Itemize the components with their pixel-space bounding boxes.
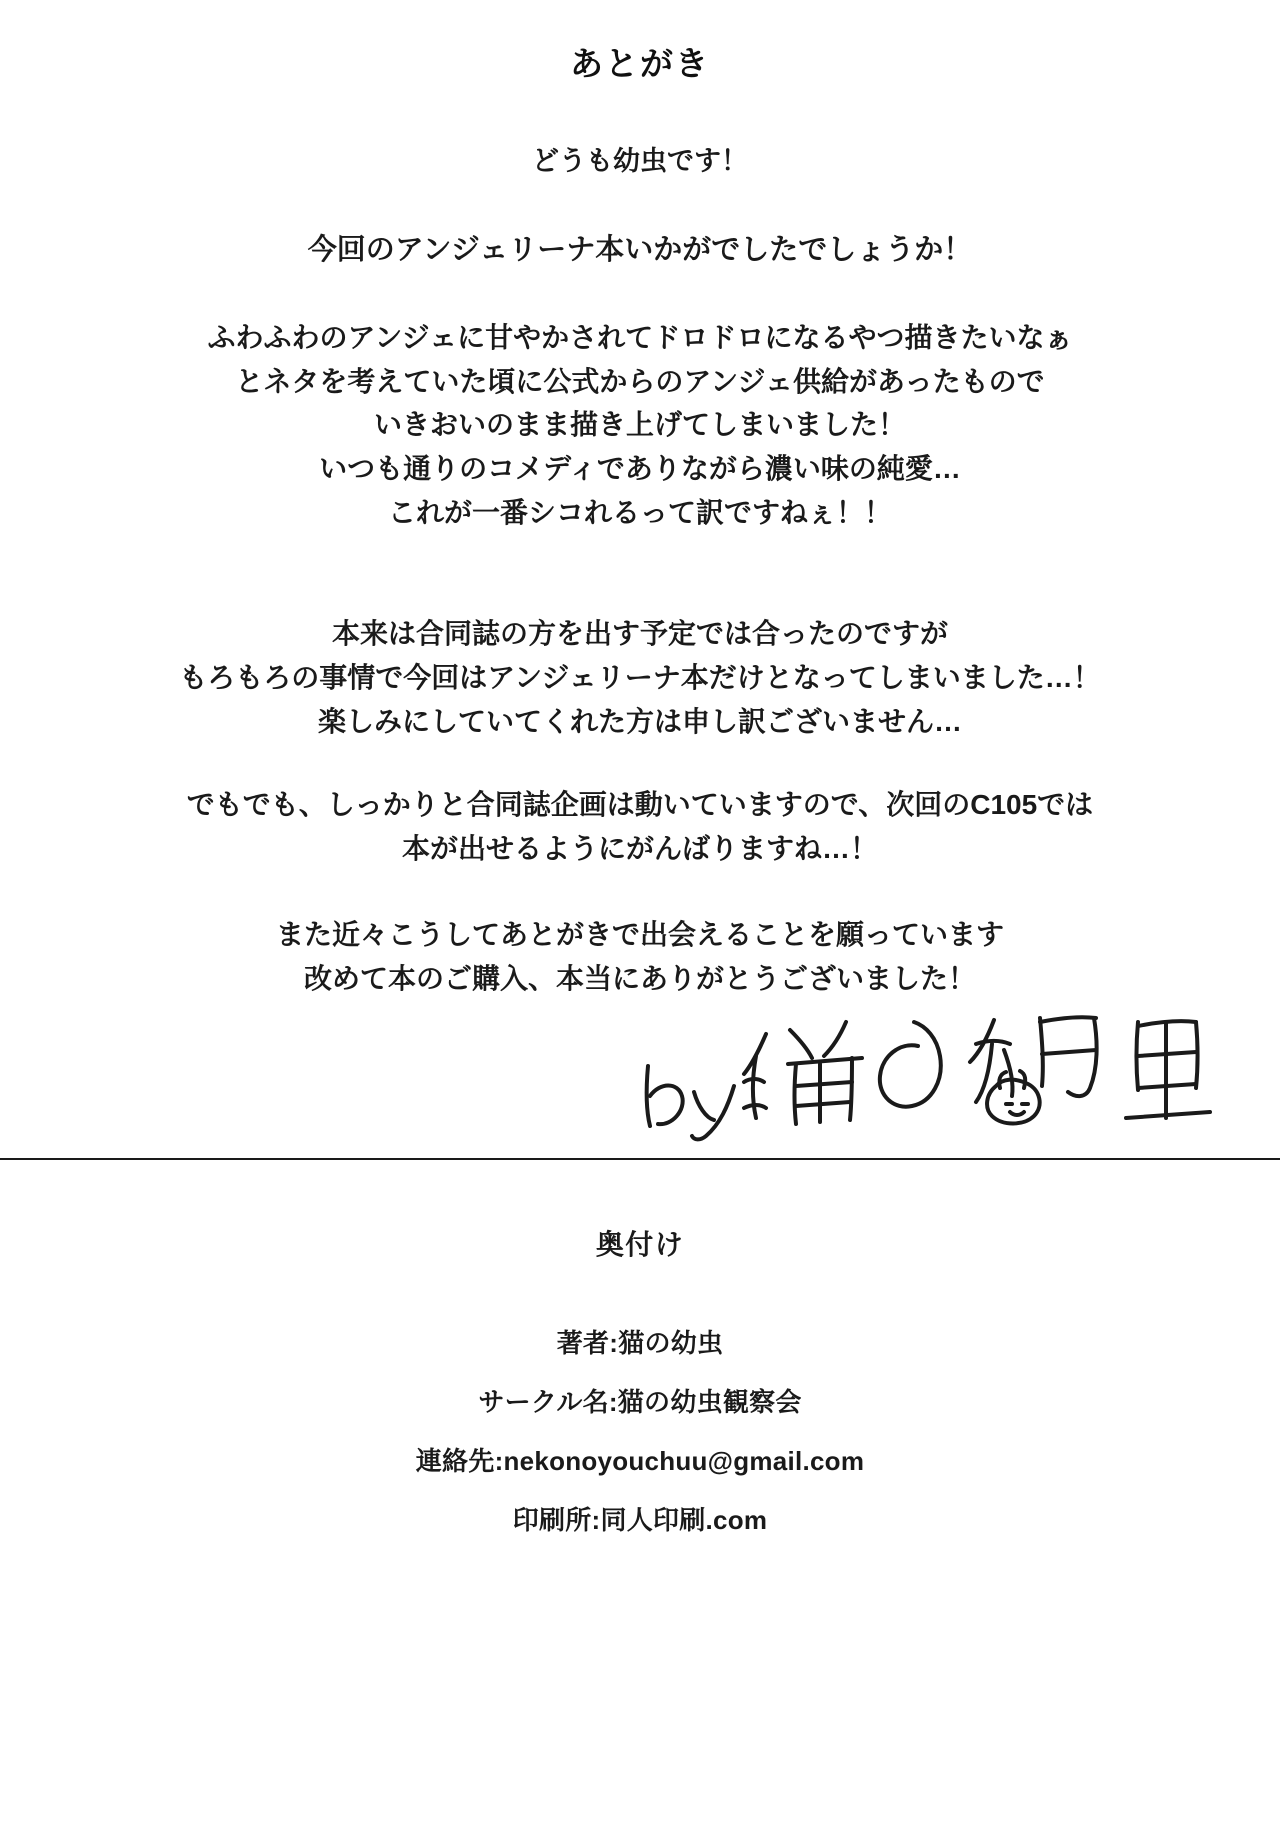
greeting-text: どうも幼虫です！ <box>532 146 748 176</box>
paragraph-line: いつも通りのコメディでありながら濃い味の純愛… <box>319 453 961 485</box>
paragraph-line: もろもろの事情で今回はアンジェリーナ本だけとなってしまいました…！ <box>179 662 1101 694</box>
paragraph-line: 本が出せるようにがんばりますね…！ <box>401 833 878 865</box>
paragraph-line: 改めて本のご購入、本当にありがとうございました！ <box>303 962 976 994</box>
signature-icon <box>0 978 1280 1158</box>
paragraph-3 <box>0 783 1280 870</box>
paragraph-line: とネタを考えていた頃に公式からのアンジェ供給があったもので <box>235 365 1045 397</box>
intro-text: 今回のアンジェリーナ本いかがでしたでしょうか！ <box>307 234 973 267</box>
afterword-page <box>0 38 1280 1844</box>
handwritten-signature <box>0 978 1280 1158</box>
paragraph-line: 本来は合同誌の方を出す予定では合ったのですが <box>331 618 948 650</box>
paragraph-2 <box>0 612 1280 743</box>
paragraph-line: また近々こうしてあとがきで出会えることを願っています <box>275 918 1004 950</box>
paragraph-line: これが一番シコれるって訳ですねぇ！！ <box>387 496 892 528</box>
paragraph-line: でもでも、しっかりと合同誌企画は動いていますので、次回のC105では <box>186 789 1094 821</box>
colophon-circle: サークル名:猫の幼虫観察会 <box>478 1387 802 1417</box>
paragraph-1 <box>0 316 1280 534</box>
colophon-contact: 連絡先:nekonoyouchuu@gmail.com <box>415 1446 865 1476</box>
colophon-printer: 印刷所:同人印刷.com <box>512 1505 768 1535</box>
paragraph-line: ふわふわのアンジェに甘やかされてドロドロになるやつ描きたいなぁ <box>207 322 1073 354</box>
page-title: あとがき <box>570 45 710 82</box>
paragraph-line: いきおいのまま描き上げてしまいました！ <box>373 409 906 441</box>
colophon-author: 著者:猫の幼虫 <box>556 1328 724 1358</box>
section-divider <box>0 1158 1280 1160</box>
paragraph-line: 楽しみにしていてくれた方は申し訳ございません… <box>317 705 962 737</box>
colophon-list <box>0 1323 1280 1559</box>
colophon-title: 奥付け <box>595 1229 685 1260</box>
